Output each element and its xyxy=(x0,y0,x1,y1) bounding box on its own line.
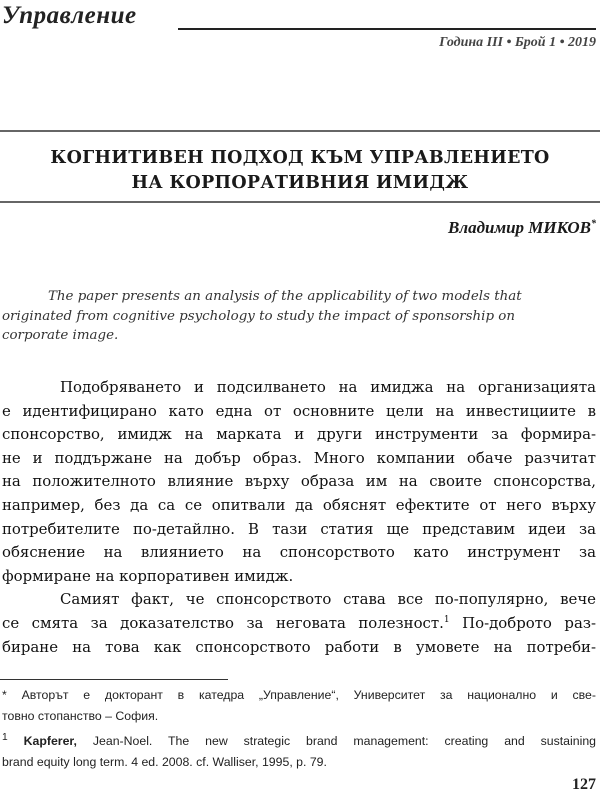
body-line: Подобряването и подсилването на имиджа на организацията xyxy=(60,378,596,396)
footnote-1-line-2: brand equity long term. 4 ed. 2008. cf. Walliser, 1995, p. 79. xyxy=(2,755,327,770)
abstract-line: The paper presents an analysis of the applicability of two models that xyxy=(48,289,522,304)
footnote-rule xyxy=(0,679,228,680)
footnote-1-line-1 xyxy=(2,727,596,752)
body-line-with-footnote xyxy=(2,612,596,636)
title-top-rule xyxy=(0,130,600,132)
body-line: не и поддържане на добър образ. Много компании обаче разчитат xyxy=(2,448,596,467)
body-line: обяснение на влиянието на спонсорството като инструмент за xyxy=(2,543,596,562)
body-line: например, без да са се опитвали да обяснят ефектите от него върху xyxy=(2,495,596,514)
title-line-1: КОГНИТИВЕН ПОДХОД КЪМ УПРАВЛЕНИЕТО xyxy=(50,148,550,168)
body-line: спонсорство, имидж на марката и други инструменти за формира- xyxy=(2,425,596,444)
article-body xyxy=(2,376,596,659)
footnote-ref: 1 xyxy=(443,614,450,625)
footnote-number: 1 xyxy=(2,732,8,743)
body-text: По-доброто раз- xyxy=(449,613,596,632)
author-footnote-mark: * xyxy=(591,218,596,230)
body-text: се смята за доказателство за неговата полезност. xyxy=(2,613,444,632)
abstract-line: originated from cognitive psychology to study the impact of sponsorship on xyxy=(2,308,515,324)
body-line: формиране на корпоративен имидж. xyxy=(2,566,294,585)
author-name xyxy=(448,218,596,238)
body-line: е идентифицирано като една от основните цели на инвестициите в xyxy=(2,401,596,420)
journal-name: Управление xyxy=(2,2,137,29)
footnote-cited-author: Kapferer, xyxy=(23,734,77,749)
title-bottom-rule xyxy=(0,201,600,203)
article-title xyxy=(0,146,600,196)
body-line: Самият факт, че спонсорството става все по-популярно, вече xyxy=(60,590,596,609)
page-number: 127 xyxy=(572,776,596,793)
author-name-text: Владимир МИКОВ xyxy=(448,218,591,237)
footnotes xyxy=(2,685,596,773)
body-line: на положителното влияние върху образа им на своите спонсорства, xyxy=(2,472,596,491)
footnote-author-line-2: товно стопанство – София. xyxy=(2,709,159,723)
header-rule xyxy=(178,28,596,30)
running-header xyxy=(0,2,600,50)
body-line: потребителите по-детайлно. В тази статия ще представим идеи за xyxy=(2,519,596,538)
body-line: биране на това как спонсорството работи в умовете на потреби- xyxy=(2,637,596,656)
issue-info: Година III • Брой 1 • 2019 xyxy=(439,35,596,50)
abstract-line: corporate image. xyxy=(2,328,119,343)
abstract xyxy=(2,287,596,346)
footnote-citation: Jean-Noel. The new strategic brand management: creating and sustaining xyxy=(76,734,597,749)
footnote-author-line-1: * Авторът е докторант в катедра „Управление“, Университет за национално и све- xyxy=(2,688,596,702)
title-line-2: НА КОРПОРАТИВНИЯ ИМИДЖ xyxy=(131,173,469,193)
